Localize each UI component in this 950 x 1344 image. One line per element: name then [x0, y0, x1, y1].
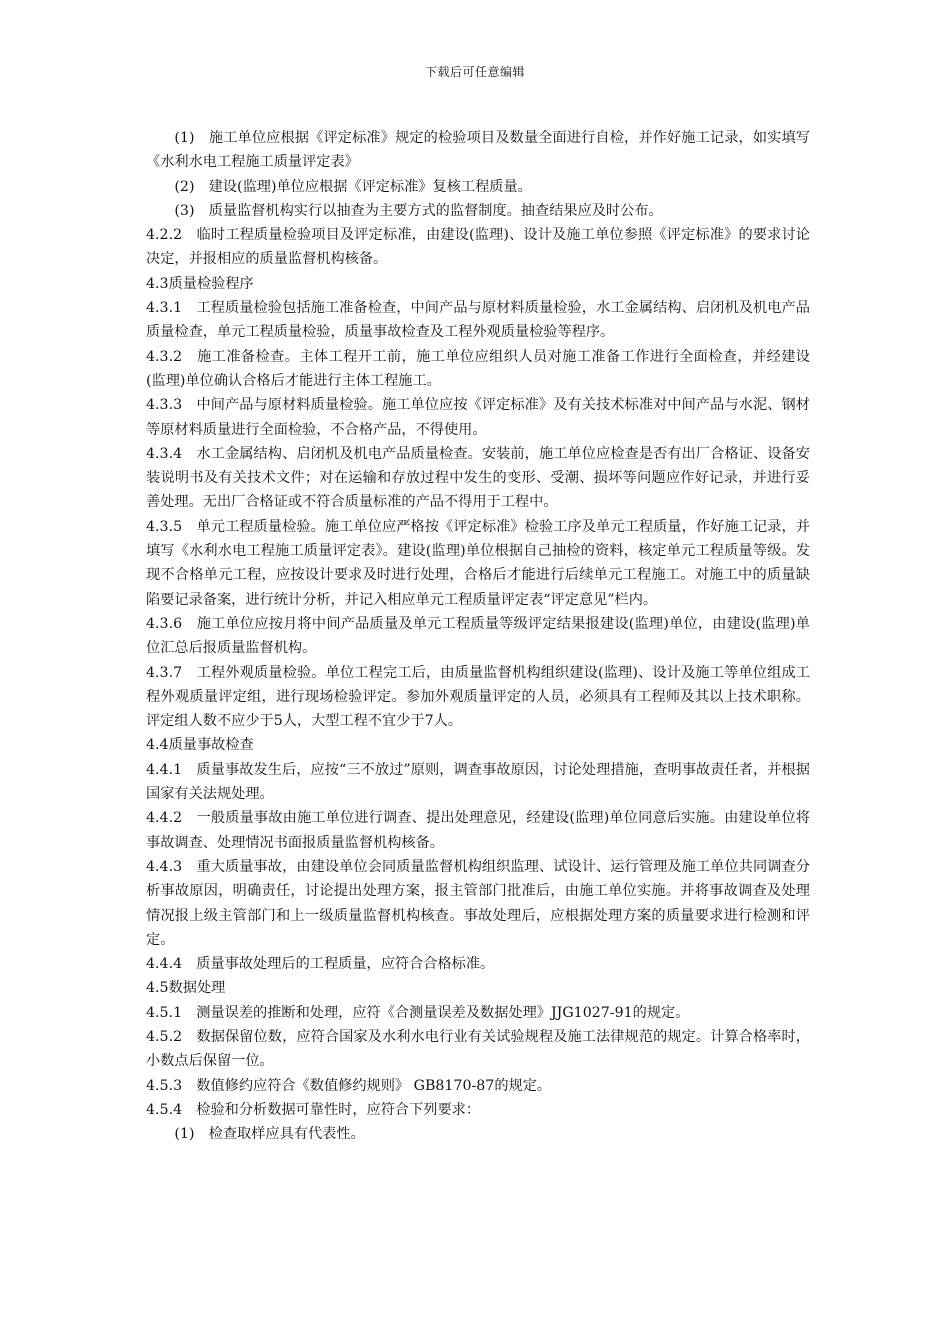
clause-4-4-3: 4.4.3 重大质量事故，由建设单位会同质量监督机构组织监理、试设计、运行管理及施工单位共同调查分析事故原因，明确责任，讨论提出处理方案，报主管部门批准后，由施工单位实施。并将事故调查及处理情况报上级主管部门和上一级质量监督机构核查。事故处理后，应根据处理方案的质量要求进行检测和评定。 [146, 858, 810, 948]
clause-4-4-4: 4.4.4 质量事故处理后的工程质量，应符合合格标准。 [146, 956, 495, 973]
clause-4-5-4: 4.5.4 检验和分析数据可靠性时，应符合下列要求： [146, 1101, 481, 1118]
clause-4-3-7: 4.3.7 工程外观质量检验。单位工程完工后，由质量监督机构组织建设(监理)、设计及施工等单位组成工程外观质量评定组，进行现场检验评定。参加外观质量评定的人员，必须具有工程师及其以上技术职称。评定组人数不应少于5人，大型工程不宜少于7人。 [146, 664, 810, 730]
section-heading-4-5: 4.5数据处理 [146, 980, 226, 997]
clause-4-4-2: 4.4.2 一般质量事故由施工单位进行调查、提出处理意见，经建设(监理)单位同意后实施。由建设单位将事故调查、处理情况书面报质量监督机构核备。 [146, 810, 810, 851]
clause-4-5-1: 4.5.1 测量误差的推断和处理，应符《合测量误差及数据处理》JJG1027-91的规定。 [146, 1004, 690, 1021]
clause-4-5-3: 4.5.3 数值修约应符合《数值修约规则》 GB8170-87的规定。 [146, 1077, 552, 1094]
list-item-3: (3) 质量监督机构实行以抽查为主要方式的监督制度。抽查结果应及时公布。 [174, 202, 663, 219]
clause-4-2-2: 4.2.2 临时工程质量检验项目及评定标准，由建设(监理)、设计及施工单位参照《评定标准》的要求讨论决定，并报相应的质量监督机构核备。 [146, 227, 810, 268]
clause-4-4-1: 4.4.1 质量事故发生后，应按“三不放过”原则，调查事故原因，讨论处理措施，查明事故责任者，并根据国家有关法规处理。 [146, 761, 810, 803]
document-body [146, 126, 810, 1146]
clause-4-3-4: 4.3.4 水工金属结构、启闭机及机电产品质量检查。安装前，施工单位应检查是否有出厂合格证、设备安装说明书及有关技术文件；对在运输和存放过程中发生的变形、受潮、损坏等问题应作好记录，并进行妥善处理。无出厂合格证或不符合质量标准的产品不得用于工程中。 [146, 445, 810, 511]
section-heading-4-3: 4.3质量检验程序 [146, 275, 254, 292]
list-item-2: (2) 建设(监理)单位应根据《评定标准》复核工程质量。 [174, 178, 532, 195]
clause-4-3-1: 4.3.1 工程质量检验包括施工准备检查，中间产品与原材料质量检验，水工金属结构、启闭机及机电产品质量检查，单元工程质量检验，质量事故检查及工程外观质量检验等程序。 [146, 300, 810, 341]
clause-4-5-2: 4.5.2 数据保留位数，应符合国家及水利水电行业有关试验规程及施工法律规范的规定。计算合格率时，小数点后保留一位。 [146, 1028, 810, 1070]
section-heading-4-4: 4.4质量事故检查 [146, 737, 254, 754]
list-item-1: (1) 施工单位应根据《评定标准》规定的检验项目及数量全面进行自检，并作好施工记录，如实填写《水利水电工程施工质量评定表》 [146, 130, 810, 171]
clause-4-3-5: 4.3.5 单元工程质量检验。施工单位应严格按《评定标准》检验工序及单元工程质量，作好施工记录，并填写《水利水电工程施工质量评定表》。建设(监理)单位根据自己抽检的资料，核定单元工程质量等级。发现不合格单元工程，应按设计要求及时进行处理，合格后才能进行后续单元工程施工。对施工中的质量缺陷要记录备案，进行统计分析，并记入相应单元工程质量评定表“评定意见”栏内。 [146, 518, 810, 608]
page-header: 下载后可任意编辑 [424, 65, 525, 79]
clause-4-3-3: 4.3.3 中间产品与原材料质量检验。施工单位应按《评定标准》及有关技术标准对中间产品与水泥、钢材等原材料质量进行全面检验，不合格产品，不得使用。 [146, 397, 810, 438]
clause-4-3-6: 4.3.6 施工单位应按月将中间产品质量及单元工程质量等级评定结果报建设(监理)单位，由建设(监理)单位汇总后报质量监督机构。 [146, 615, 810, 657]
clause-4-3-2: 4.3.2 施工准备检查。主体工程开工前，施工单位应组织人员对施工准备工作进行全面检查，并经建设(监理)单位确认合格后才能进行主体工程施工。 [146, 348, 810, 389]
list-item-4: (1) 检查取样应具有代表性。 [174, 1126, 365, 1143]
